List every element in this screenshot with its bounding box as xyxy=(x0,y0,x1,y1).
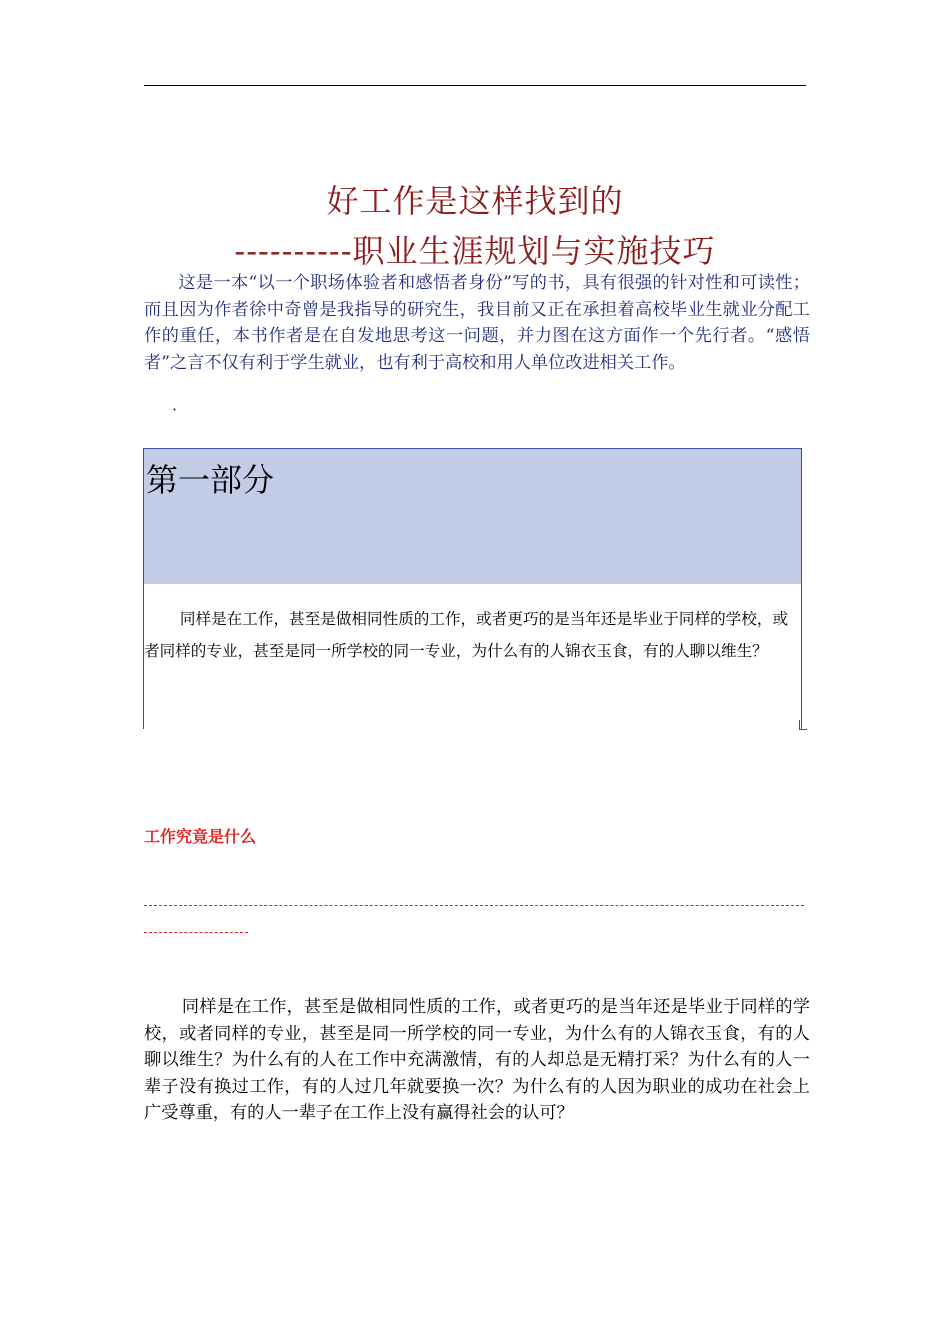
document-subtitle: ----------职业生涯规划与实施技巧 xyxy=(234,232,716,270)
part-one-title: 第一部分 xyxy=(146,461,275,499)
header-rule xyxy=(144,85,806,86)
part-one-header xyxy=(144,449,801,584)
part-one-corner xyxy=(799,720,807,730)
intro-paragraph: 这是一本“以一个职场体验者和感悟者身份”写的书，具有很强的针对性和可读性；而且因为作者徐中奇曾是我指导的研究生，我目前又正在承担着高校毕业生就业分配工作的重任，本书作者是在自发地思考这一问题，并力图在这方面作一个先行者。“感悟者”之言不仅有利于学生就业，也有利于高校和用人单位改进相关工作。 xyxy=(144,273,810,373)
section-paragraph: 同样是在工作，甚至是做相同性质的工作，或者更巧的是当年还是毕业于同样的学校，或者同样的专业，甚至是同一所学校的同一专业，为什么有的人锦衣玉食，有的人聊以维生？为什么有的人在工作中充满激情，有的人却总是无精打采？为什么有的人一辈子没有换过工作，有的人过几年就要换一次？为什么有的人因为职业的成功在社会上广受尊重，有的人一辈子在工作上没有赢得社会的认可？ xyxy=(144,997,810,1123)
document-title: 好工作是这样找到的 xyxy=(326,182,624,220)
section-divider xyxy=(144,905,804,906)
part-one-box xyxy=(143,448,802,729)
section-divider-tail xyxy=(144,932,248,933)
part-one-text: 同样是在工作，甚至是做相同性质的工作，或者更巧的是当年还是毕业于同样的学校，或者同样的专业，甚至是同一所学校的同一专业，为什么有的人锦衣玉食，有的人聊以维生？ xyxy=(144,610,789,660)
section-heading: 工作究竟是什么 xyxy=(144,827,257,846)
bullet-dot: · xyxy=(172,400,178,419)
